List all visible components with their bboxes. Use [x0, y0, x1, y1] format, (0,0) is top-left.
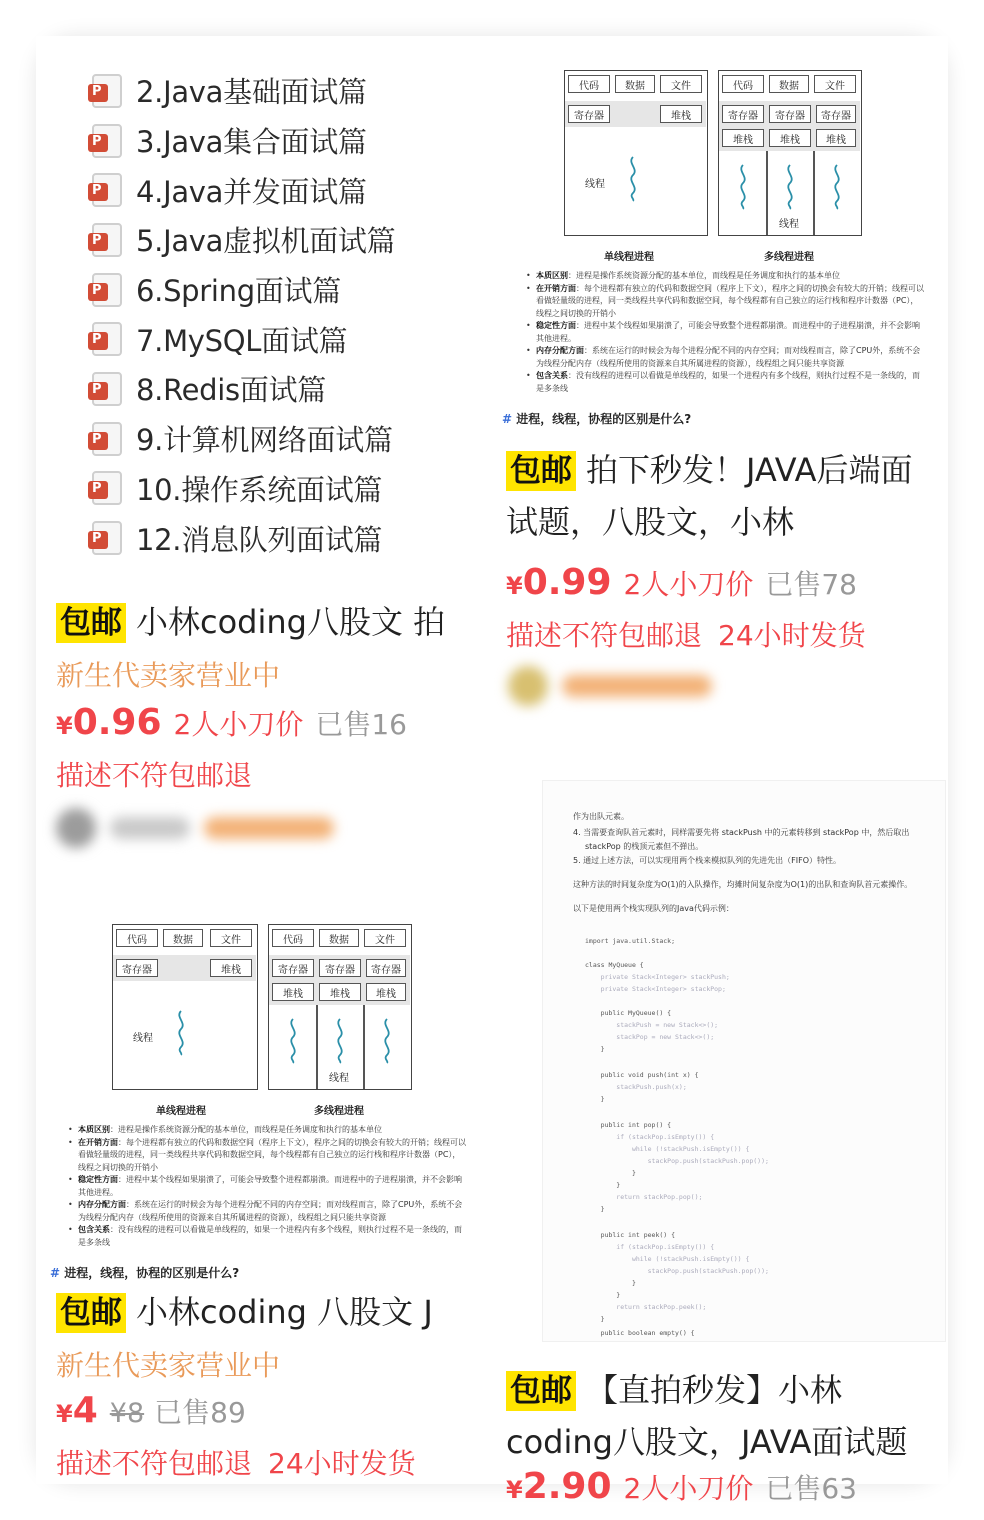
- code-line: stackPop.push(stackPush.pop());: [585, 1267, 769, 1275]
- seller-avatar: [508, 666, 548, 706]
- product-title[interactable]: [56, 1286, 476, 1338]
- price: 0.96: [72, 702, 162, 743]
- code-line: public boolean empty() {: [585, 1329, 695, 1337]
- bullet-item: • 在开销方面：每个进程都有独立的代码和数据空间（程序上下文），程序之间的切换会有较大的开销；线程可以看做轻量级的进程，同一类线程共享代码和数据空间，每个线程都有自己独立的运行栈和程序计数器（PC），线程之间切换的开销小: [68, 1137, 468, 1175]
- seller-avatar: [56, 808, 96, 848]
- sold-count: 已售63: [765, 1472, 857, 1505]
- register-cell: 寄存器: [722, 105, 764, 123]
- register-cell: 寄存器: [319, 959, 361, 977]
- code-line: }: [585, 1169, 636, 1177]
- thread-wave-icon: [379, 1017, 395, 1063]
- file-name: 9.计算机网络面试篇: [136, 423, 393, 458]
- file-cell: 文件: [814, 75, 856, 93]
- code-line: while (!stackPush.isEmpty()) {: [585, 1255, 750, 1263]
- divider: [316, 1005, 318, 1089]
- stack-cell: 堆栈: [816, 129, 856, 147]
- data-cell: 数据: [163, 929, 203, 947]
- comparison-bullets: [526, 270, 926, 395]
- file-row: [92, 464, 395, 514]
- doc-paragraph: stackPop 的栈顶元素但不弹出。: [585, 842, 704, 851]
- thread-label: 线程: [329, 1073, 349, 1084]
- single-thread-process-box: [112, 924, 258, 1090]
- thread-label: 线程: [133, 1033, 153, 1044]
- product-title[interactable]: [506, 444, 926, 548]
- stack-cell: 堆栈: [210, 959, 252, 977]
- file-name: 2.Java基础面试篇: [136, 75, 367, 110]
- code-line: }: [585, 1291, 621, 1299]
- code-cell: 代码: [116, 929, 158, 947]
- ppt-file-icon: [92, 422, 122, 456]
- seller-status: 新生代卖家营业中: [56, 1349, 281, 1382]
- multi-thread-caption: 多线程进程: [314, 1106, 364, 1117]
- code-line: if (stackPop.isEmpty()) {: [585, 1243, 715, 1251]
- hash-icon: #: [502, 412, 513, 426]
- currency-symbol: ¥: [56, 1400, 73, 1428]
- code-line: class MyQueue {: [585, 961, 644, 969]
- doc-paragraph: 5. 通过上述方法，可以实现用两个栈来模拟队列的先进先出（FIFO）特性。: [573, 856, 842, 865]
- bullet-item: • 包含关系：没有线程的进程可以看做是单线程的，如果一个进程内有多个线程，则执行过程不是一条线的，而是多条线: [68, 1224, 468, 1249]
- register-cell: 寄存器: [568, 105, 610, 123]
- bullet-item: • 稳定性方面：进程中某个线程如果崩溃了，可能会导致整个进程都崩溃。而进程中的子进程崩溃，并不会影响其他进程。: [68, 1174, 468, 1199]
- price: 2.90: [522, 1466, 612, 1507]
- bullet-item: • 内存分配方面：系统在运行的时候会为每个进程分配不同的内存空间；而对线程而言，除了CPU外，系统不会为线程分配内存（线程所使用的资源来自其所属进程的资源），线程组之间只能共享资源: [526, 345, 926, 370]
- seller-tag-blurred: [562, 675, 712, 697]
- stack-cell: 堆栈: [769, 129, 811, 147]
- thread-wave-icon: [829, 163, 845, 209]
- code-line: import java.util.Stack;: [585, 937, 676, 945]
- data-cell: 数据: [319, 929, 359, 947]
- file-row: [92, 314, 395, 364]
- register-cell: 寄存器: [769, 105, 811, 123]
- bullet-item: • 本质区别：进程是操作系统资源分配的基本单位，而线程是任务调度和执行的基本单位: [526, 270, 926, 283]
- code-document-image: [542, 780, 946, 1342]
- divider: [363, 1005, 365, 1089]
- ppt-file-icon: [92, 471, 122, 505]
- currency-symbol: ¥: [56, 712, 73, 740]
- code-line: }: [585, 1315, 605, 1323]
- free-shipping-badge: 包邮: [56, 1293, 126, 1333]
- bargain-label: 2人小刀价: [623, 568, 754, 601]
- code-line: stackPush = new Stack<>();: [585, 1021, 719, 1029]
- service-tags: [56, 1442, 432, 1482]
- free-shipping-badge: 包邮: [506, 1371, 576, 1411]
- sold-count: 已售89: [154, 1396, 246, 1429]
- code-line: stackPop = new Stack<>();: [585, 1033, 715, 1041]
- price-line: [56, 702, 407, 743]
- file-list-image: [92, 66, 395, 563]
- single-thread-caption: 单线程进程: [156, 1106, 206, 1117]
- price-line: [56, 1390, 246, 1431]
- product-title[interactable]: [506, 1364, 926, 1468]
- thread-wave-icon: [173, 1009, 189, 1055]
- price: 4: [72, 1390, 98, 1431]
- file-row: [92, 66, 395, 116]
- code-line: while (!stackPush.isEmpty()) {: [585, 1145, 750, 1153]
- code-line: stackPush.push(x);: [585, 1083, 687, 1091]
- service-tag: 24小时发货: [268, 1447, 416, 1480]
- product-card-2[interactable]: [492, 36, 948, 736]
- ppt-file-icon: [92, 273, 122, 307]
- seller-tag-blurred: [204, 817, 334, 839]
- data-cell: 数据: [769, 75, 809, 93]
- single-thread-process-box: [564, 70, 708, 236]
- code-line: public int peek() {: [585, 1231, 676, 1239]
- seller-info-blurred[interactable]: [508, 664, 712, 708]
- seller-name-blurred: [110, 817, 190, 839]
- file-row: [92, 364, 395, 414]
- free-shipping-badge: 包邮: [56, 603, 126, 643]
- divider: [813, 151, 815, 235]
- bullet-item: • 稳定性方面：进程中某个线程如果崩溃了，可能会导致整个进程都崩溃。而进程中的子进程崩溃，并不会影响其他进程。: [526, 320, 926, 345]
- code-line: }: [585, 1181, 621, 1189]
- multi-thread-process-box: [718, 70, 862, 236]
- ppt-file-icon: [92, 521, 122, 555]
- bullet-item: • 包含关系：没有线程的进程可以看做是单线程的，如果一个进程内有多个线程，则执行过程不是一条线的，而是多条线: [526, 370, 926, 395]
- product-card-3[interactable]: [36, 886, 480, 1484]
- product-title[interactable]: [56, 596, 476, 648]
- service-tag: 描述不符包邮退: [56, 1447, 253, 1480]
- thread-label: 线程: [779, 219, 799, 230]
- file-row: [92, 165, 395, 215]
- ppt-file-icon: [92, 372, 122, 406]
- code-line: public MyQueue() {: [585, 1009, 672, 1017]
- ppt-file-icon: [92, 74, 122, 108]
- code-line: private Stack<Integer> stackPop;: [585, 985, 726, 993]
- ppt-file-icon: [92, 124, 122, 158]
- thread-label: 线程: [585, 179, 605, 190]
- code-line: }: [585, 1045, 605, 1053]
- code-line: }: [585, 1279, 636, 1287]
- sold-count: 已售78: [765, 568, 857, 601]
- code-line: }: [585, 1095, 605, 1103]
- code-line: stackPop.push(stackPush.pop());: [585, 1157, 769, 1165]
- bullet-item: • 在开销方面：每个进程都有独立的代码和数据空间（程序上下文），程序之间的切换会有较大的开销；线程可以看做轻量级的进程，同一类线程共享代码和数据空间，每个线程都有自己独立的运行栈和程序计数器（PC），线程之间切换的开销小: [526, 283, 926, 321]
- data-cell: 数据: [615, 75, 655, 93]
- product-card-4[interactable]: [492, 746, 948, 1507]
- code-line: private Stack<Integer> stackPush;: [585, 973, 730, 981]
- doc-paragraph: 4. 当需要查询队首元素时，同样需要先将 stackPush 中的元素转移到 stackPop 中，然后取出: [573, 828, 910, 837]
- file-name: 5.Java虚拟机面试篇: [136, 224, 396, 259]
- file-row: [92, 215, 395, 265]
- file-name: 6.Spring面试篇: [136, 274, 341, 309]
- file-cell: 文件: [364, 929, 406, 947]
- thread-wave-icon: [285, 1017, 301, 1063]
- currency-symbol: ¥: [506, 572, 523, 600]
- stack-cell: 堆栈: [366, 983, 406, 1001]
- comparison-bullets: [68, 1124, 468, 1249]
- multi-thread-caption: 多线程进程: [764, 252, 814, 263]
- process-thread-diagram: [502, 46, 928, 436]
- sold-count: 已售16: [315, 708, 407, 741]
- thread-wave-icon: [782, 163, 798, 209]
- service-tag: 24小时发货: [718, 619, 866, 652]
- single-thread-caption: 单线程进程: [604, 252, 654, 263]
- file-row: [92, 513, 395, 563]
- file-name: 3.Java集合面试篇: [136, 125, 367, 160]
- ppt-file-icon: [92, 223, 122, 257]
- product-title-text: 拍下秒发！JAVA后端面试题，八股文，小林: [506, 451, 913, 541]
- register-cell: 寄存器: [116, 959, 158, 977]
- doc-paragraph: 这种方法的时间复杂度为O(1)的入队操作，均摊时间复杂度为O(1)的出队和查询队首元素操作。: [573, 880, 913, 889]
- doc-paragraph: 以下是使用两个栈实现队列的Java代码示例：: [573, 904, 734, 913]
- product-title-text: 小林coding 八股文 J: [136, 1293, 433, 1331]
- seller-info-blurred[interactable]: [56, 806, 334, 850]
- product-feed[interactable]: [36, 36, 948, 1507]
- code-line: if (stackPop.isEmpty()) {: [585, 1133, 715, 1141]
- ppt-file-icon: [92, 173, 122, 207]
- stack-cell: 堆栈: [722, 129, 764, 147]
- service-tag: 描述不符包邮退: [506, 619, 703, 652]
- seller-status: 新生代卖家营业中: [56, 659, 281, 692]
- product-card-1[interactable]: [36, 36, 480, 866]
- file-row: [92, 116, 395, 166]
- original-price: ¥8: [109, 1398, 145, 1429]
- file-row: [92, 265, 395, 315]
- file-row: [92, 414, 395, 464]
- file-cell: 文件: [210, 929, 252, 947]
- price: 0.99: [522, 562, 612, 603]
- question-heading: # 进程，线程，协程的区别是什么?: [502, 412, 692, 426]
- service-tags: [56, 754, 268, 794]
- product-title-text: 小林coding八股文 拍: [136, 603, 446, 641]
- file-name: 8.Redis面试篇: [136, 373, 326, 408]
- process-thread-diagram: [50, 900, 476, 1290]
- code-line: }: [585, 1205, 605, 1213]
- file-name: 12.消息队列面试篇: [136, 522, 383, 557]
- stack-cell: 堆栈: [319, 983, 361, 1001]
- thread-wave-icon: [332, 1017, 348, 1063]
- ppt-file-icon: [92, 322, 122, 356]
- multi-thread-process-box: [268, 924, 412, 1090]
- code-line: public void push(int x) {: [585, 1071, 699, 1079]
- file-name: 7.MySQL面试篇: [136, 323, 348, 358]
- bullet-item: • 本质区别：进程是操作系统资源分配的基本单位，而线程是任务调度和执行的基本单位: [68, 1124, 468, 1137]
- code-cell: 代码: [272, 929, 314, 947]
- stack-cell: 堆栈: [272, 983, 314, 1001]
- bullet-item: • 内存分配方面：系统在运行的时候会为每个进程分配不同的内存空间；而对线程而言，除了CPU外，系统不会为线程分配内存（线程所使用的资源来自其所属进程的资源），线程组之间只能共享资源: [68, 1199, 468, 1224]
- service-tags: [506, 614, 882, 654]
- divider: [766, 151, 768, 235]
- currency-symbol: ¥: [506, 1476, 523, 1504]
- register-cell: 寄存器: [272, 959, 314, 977]
- free-shipping-badge: 包邮: [506, 451, 576, 491]
- stack-cell: 堆栈: [660, 105, 702, 123]
- code-cell: 代码: [568, 75, 610, 93]
- code-line: return stackPop.peek();: [585, 1303, 707, 1311]
- register-cell: 寄存器: [366, 959, 406, 977]
- price-line: [506, 562, 857, 603]
- thread-wave-icon: [735, 163, 751, 209]
- file-name: 4.Java并发面试篇: [136, 174, 367, 209]
- file-name: 10.操作系统面试篇: [136, 472, 383, 507]
- question-heading: # 进程，线程，协程的区别是什么?: [50, 1266, 240, 1280]
- code-line: public int pop() {: [585, 1121, 672, 1129]
- code-cell: 代码: [722, 75, 764, 93]
- price-line: [506, 1466, 857, 1507]
- file-cell: 文件: [660, 75, 702, 93]
- register-cell: 寄存器: [816, 105, 856, 123]
- service-tag: 描述不符包邮退: [56, 759, 253, 792]
- thread-wave-icon: [625, 155, 641, 201]
- doc-paragraph: 作为出队元素。: [573, 812, 629, 821]
- hash-icon: #: [50, 1266, 61, 1280]
- code-line: return stackPop.pop();: [585, 1193, 703, 1201]
- product-title-text: 【直拍秒发】小林coding八股文，JAVA面试题: [506, 1371, 908, 1461]
- bargain-label: 2人小刀价: [173, 708, 304, 741]
- bargain-label: 2人小刀价: [623, 1472, 754, 1505]
